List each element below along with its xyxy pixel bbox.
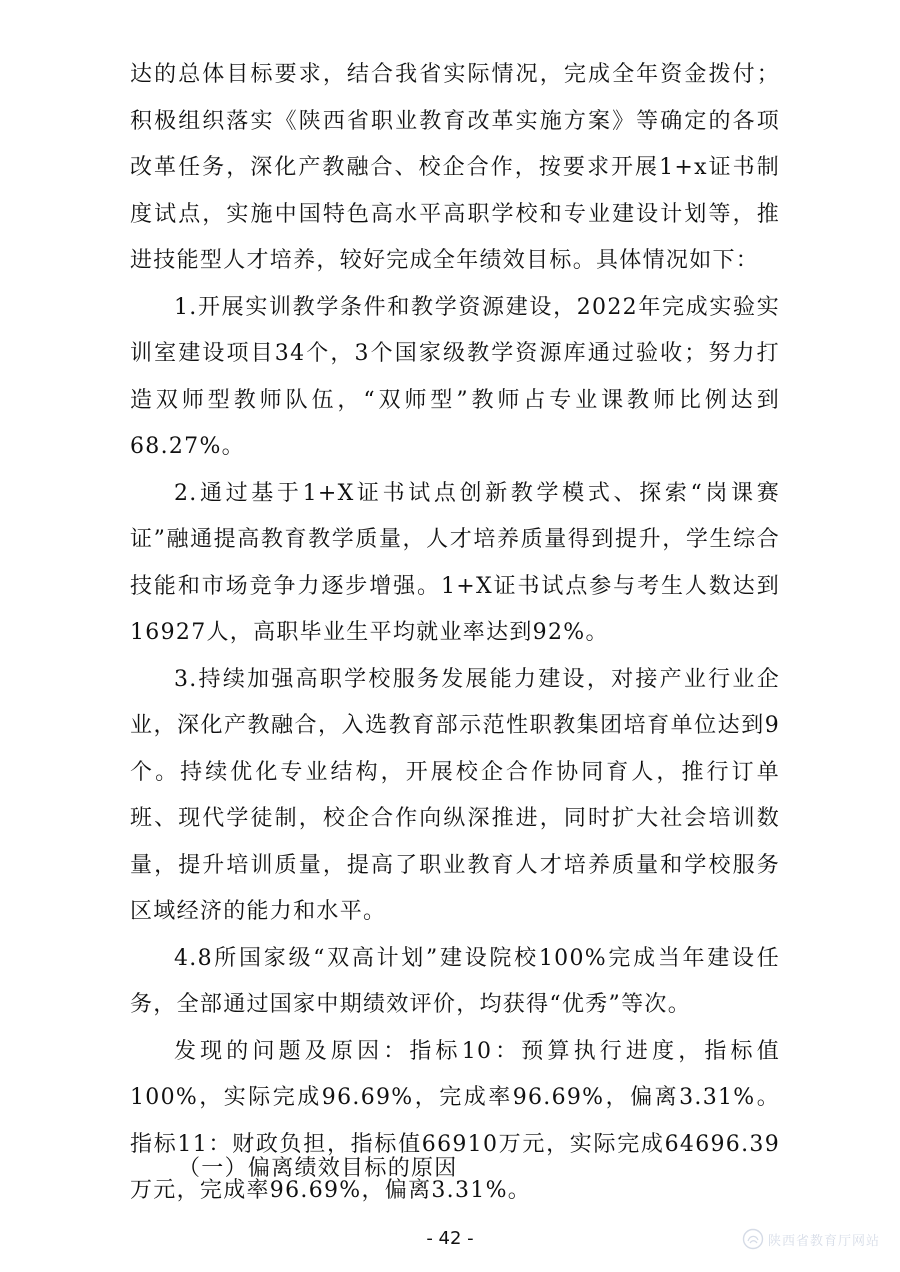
paragraph-item-1: 1.开展实训教学条件和教学资源建设，2022年完成实验实训室建设项目34个，3个国家级教学资源库通过验收；努力打造双师型教师队伍，“双师型”教师占专业课教师比例达到68.27%。: [130, 294, 780, 459]
paragraph-continuation: 达的总体目标要求，结合我省实际情况，完成全年资金拨付；积极组织落实《陕西省职业教育改革实施方案》等确定的各项改革任务，深化产教融合、校企合作，按要求开展1+x证书制度试点，实施中国特色高水平高职学校和专业建设计划等，推进技能型人才培养，较好完成全年绩效目标。具体情况如下：: [130, 62, 780, 273]
watermark: [742, 1228, 880, 1250]
page-number: - 42 -: [426, 1228, 474, 1249]
paragraph-item-3: 3.持续加强高职学校服务发展能力建设，对接产业行业企业，深化产教融合，入选教育部示范性职教集团培育单位达到9个。持续优化专业结构，开展校企合作协同育人，推行订单班、现代学徒制，校企合作向纵深推进，同时扩大社会培训数量，提升培训质量，提高了职业教育人才培养质量和学校服务区域经济的能力和水平。: [130, 666, 780, 924]
section-heading: （一）偏离绩效目标的原因: [178, 1156, 458, 1181]
body-text: [130, 52, 780, 1215]
paragraph-item-4: 4.8所国家级“双高计划”建设院校100%完成当年建设任务，全部通过国家中期绩效评价，均获得“优秀”等次。: [130, 945, 780, 1017]
paragraph-item-2: 2.通过基于1+X证书试点创新教学模式、探索“岗课赛证”融通提高教育教学质量，人才培养质量得到提升，学生综合技能和市场竞争力逐步增强。1+X证书试点参与考生人数达到16927人，高职毕业生平均就业率达到92%。: [130, 480, 780, 645]
watermark-logo-icon: [742, 1228, 764, 1250]
paragraph-problems: 发现的问题及原因：指标10：预算执行进度，指标值100%，实际完成96.69%，完成率96.69%，偏离3.31%。指标11：财政负担，指标值66910万元，实际完成64696.39万元，完成率96.69%，偏离3.31%。: [130, 1038, 780, 1203]
watermark-text: 陕西省教育厅网站: [768, 1233, 881, 1249]
